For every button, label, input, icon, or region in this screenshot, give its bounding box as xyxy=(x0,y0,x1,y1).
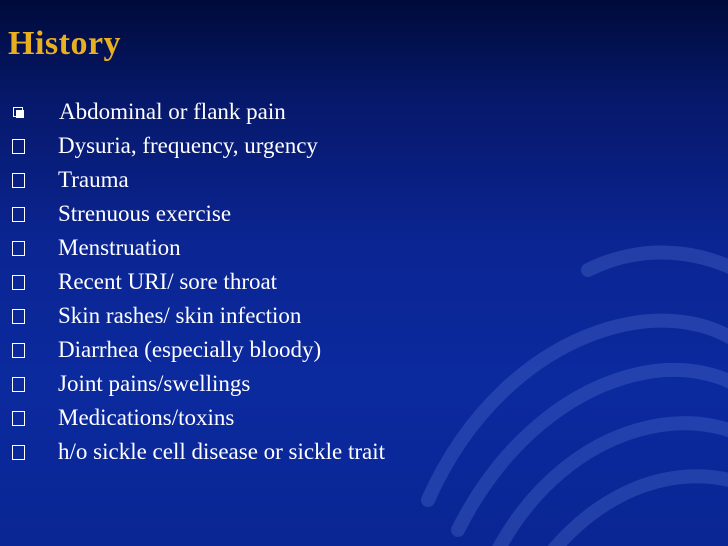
box-bullet-icon xyxy=(12,343,25,358)
list-item xyxy=(12,197,385,231)
list-item xyxy=(12,333,385,367)
list-item xyxy=(12,367,385,401)
list-item xyxy=(12,435,385,469)
box-bullet-icon xyxy=(12,275,25,290)
box-bullet-icon xyxy=(12,377,25,392)
box-bullet-icon xyxy=(12,207,25,222)
list-item-label: Skin rashes/ skin infection xyxy=(58,303,302,328)
box-bullet-icon xyxy=(12,445,25,460)
list-item xyxy=(12,129,385,163)
list-item-label: Menstruation xyxy=(58,235,181,260)
square-bullet-icon xyxy=(13,107,23,117)
list-item-label: Abdominal or flank pain xyxy=(59,99,286,124)
box-bullet-icon xyxy=(12,139,25,154)
list-item xyxy=(12,401,385,435)
list-item-label: Joint pains/swellings xyxy=(58,371,251,396)
list-item-label: Dysuria, frequency, urgency xyxy=(58,133,318,158)
list-item-label: Medications/toxins xyxy=(58,405,235,430)
list-item xyxy=(12,95,385,129)
list-item-label: h/o sickle cell disease or sickle trait xyxy=(58,439,385,464)
list-item xyxy=(12,265,385,299)
list-item-label: Trauma xyxy=(58,167,129,192)
decorative-swirl xyxy=(388,200,728,546)
box-bullet-icon xyxy=(12,411,25,426)
box-bullet-icon xyxy=(12,173,25,188)
history-list xyxy=(12,95,385,469)
list-item xyxy=(12,299,385,333)
box-bullet-icon xyxy=(12,241,25,256)
list-item-label: Strenuous exercise xyxy=(58,201,232,226)
box-bullet-icon xyxy=(12,309,25,324)
list-item xyxy=(12,231,385,265)
list-item-label: Diarrhea (especially bloody) xyxy=(58,337,322,362)
list-item-label: Recent URI/ sore throat xyxy=(58,269,278,294)
slide-title: History xyxy=(8,25,122,62)
list-item xyxy=(12,163,385,197)
